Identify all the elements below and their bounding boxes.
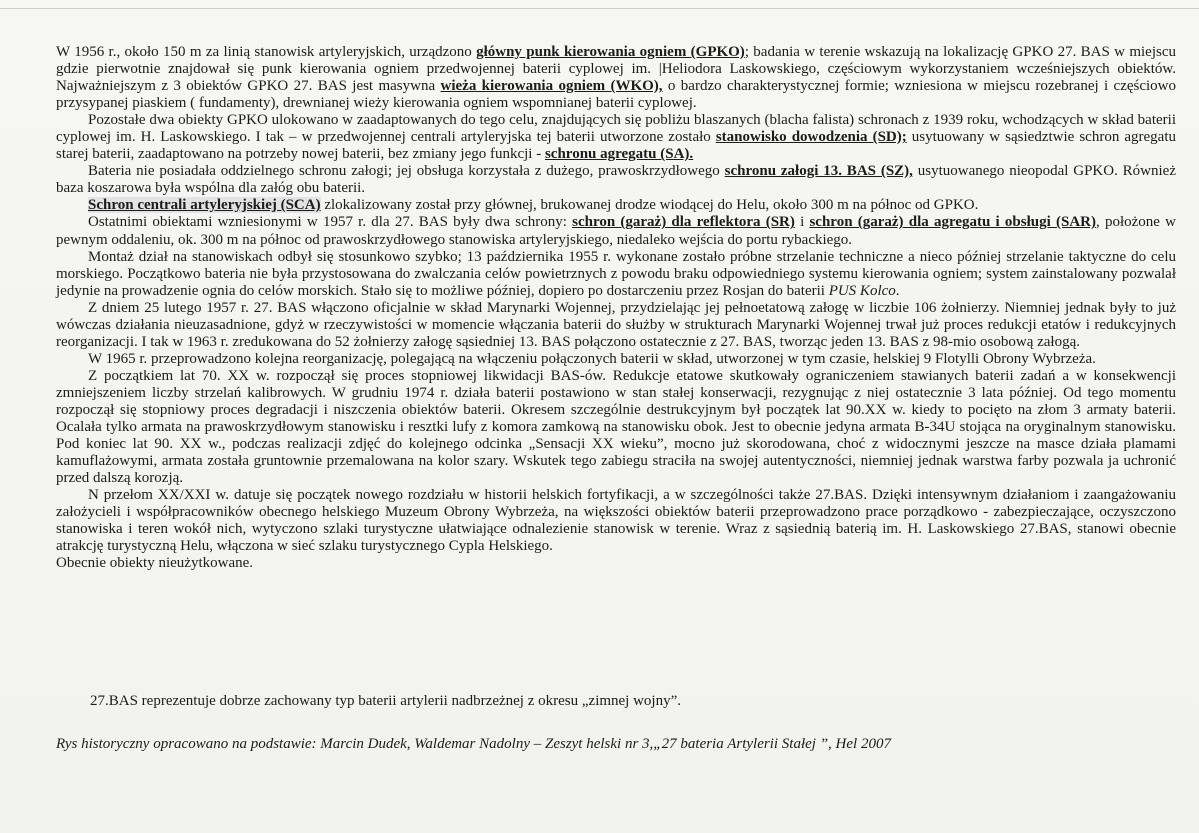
italic-term: PUS Kolco (828, 282, 896, 299)
paragraph-text: o bardzo charakterystycznej formie; wzniesiona w miejscu rozebranej i częściowo przysypanej piaskiem ( fundamenty), drewnianej wieży kierowania ogniem wspomnianej baterii cyplowej. (56, 78, 1177, 112)
emphasized-term: stanowisko dowodzenia (SD); (715, 129, 907, 146)
paragraph (56, 163, 1176, 197)
paragraph-text: Ostatnimi obiektami wzniesionymi w 1957 r. dla 27. BAS były dwa schrony: (88, 214, 573, 231)
paragraph (56, 487, 1176, 555)
paragraph-text: Obecnie obiekty nieużytkowane. (56, 555, 254, 572)
paragraph (56, 214, 1176, 248)
closing-note: 27.BAS reprezentuje dobrze zachowany typ baterii artylerii nadbrzeżnej z okresu „zimnej wojny”. (90, 693, 682, 709)
paragraph (56, 368, 1176, 487)
paragraph-text: Montaż dział na stanowiskach odbył się stosunkowo szybko; 13 października 1955 r. wykonane zostało próbne strzelanie techniczne a nieco później strzelanie taktyczne do celu morskiego. Początkowo bateria nie była przystosowana do zwalczania celów powietrznych z powodu braku odpowiedniego systemu kierowania ogniem; system zainstalowany pozwalał jedynie na prowadzenie ognia do celów morskich. Stało się to możliwe później, dopiero po dostarczeniu przez Rosjan do baterii (56, 248, 1176, 299)
paragraph-text: Pozostałe dwa obiekty GPKO ulokowano w zaadaptowanych do tego celu, znajdujących się pobliżu blaszanych (blacha falista) schronach z 1939 roku, wchodzących w skład baterii cyplowej im. H. Laskowskiego. I tak – w przedwojennej centrali artyleryjska tej baterii utworzone zostało (56, 112, 1176, 146)
paragraph (56, 112, 1176, 163)
paragraph-text: usytuowanego nieopodal GPKO. Również baza koszarowa była wspólna dla załóg obu baterii. (56, 163, 1176, 197)
emphasized-term: schronu załogi 13. BAS (SZ), (724, 163, 913, 180)
source-citation: Rys historyczny opracowano na podstawie: Marcin Dudek, Waldemar Nadolny – Zeszyt helski nr 3,„27 bateria Artylerii Stałej ”, Hel 2007 (56, 736, 891, 752)
emphasized-term: główny punk kierowania ogniem (GPKO) (476, 44, 745, 60)
paragraph-text: N przełom XX/XXI w. datuje się początek nowego rozdziału w historii helskich fortyfikacji, a w szczególności także 27.BAS. Dzięki intensywnym działaniom i zaangażowaniu założycieli i współpracowników obecnego helskiego Muzeum Obrony Wybrzeża, na większości obiektów baterii przeprowadzono prace porządkowo - zabezpieczające, oczyszczono stanowiska i teren wokół nich, wytyczono szlaki turystyczne ułatwiające odnalezienie stanowisk w terenie. Wraz z sąsiednią baterią im. H. Laskowskiego 27.BAS, stanowi obecnie atrakcję turystyczną Helu, włączona w sieć szlaku turystycznego Cypla Helskiego. (56, 487, 1176, 555)
emphasized-term: Schron centrali artyleryjskiej (SCA) (88, 197, 321, 214)
emphasized-term: schron (garaż) dla agregatu i obsługi (SAR) (809, 214, 1096, 231)
document-body (56, 44, 1176, 572)
paragraph-text: Z początkiem lat 70. XX w. rozpoczął się proces stopniowej likwidacji BAS-ów. Redukcje etatowe skutkowały ograniczeniem stawianych baterii zadań a w konsekwencji zmniejszeniem liczby strzelań kalibrowych. W grudniu 1974 r. działa baterii postawiono w stan stałej konserwacji, rezygnując z niej ostatecznie 3 lata później. Od tego momentu rozpoczął się stopniowy proces degradacji i niszczenia obiektów baterii. Okresem szczególnie destrukcyjnym był początek lat 90.XX w. kiedy to pocięto na złom 3 armaty baterii. Ocalała tylko armata na prawoskrzydłowym stanowisku i resztki lufy z komora zamkową na stanowisku obok. Jest to obecnie jedyna armata B-34U stojąca na oryginalnym stanowisku. Pod koniec lat 90. XX w., podczas realizacji zdjęć do kolejnego odcinka „Sensacji XX wieku”, mocno już skorodowana, choć z widocznymi jeszcze na masce działa plamami kamuflażowymi, armata została gruntownie przemalowana na kolor szary. Wskutek tego zabiegu straciła na swojej autentyczności, niemniej jednak warstwa farby pozwala ja uchronić przed dalszą korozją. (56, 367, 1176, 487)
emphasized-term: schron (garaż) dla reflektora (SR) (572, 214, 795, 231)
paragraph (56, 300, 1176, 351)
paragraph (56, 351, 1176, 368)
page-top-edge (0, 8, 1199, 9)
paragraph (56, 555, 1176, 572)
paragraph (56, 44, 1176, 112)
paragraph-text: ; badania w terenie wskazują na lokalizację GPKO 27. BAS w miejscu gdzie pierwotnie znajdował się punk kierowania ogniem przedwojennej baterii cyplowej im. |Heliodora Laskowskiego, częściowym wykorzystaniem wcześniejszych obiektów. Najważniejszym z 3 obiektów GPKO 27. BAS jest masywna (56, 44, 1176, 95)
paragraph-text: i (794, 214, 810, 231)
emphasized-term: wieża kierowania ogniem (WKO), (440, 78, 663, 95)
paragraph-text: W 1956 r., około 150 m za linią stanowisk artyleryjskich, urządzono (56, 44, 477, 60)
paragraph (56, 197, 1176, 214)
paragraph-text: Z dniem 25 lutego 1957 r. 27. BAS włączono oficjalnie w skład Marynarki Wojennej, przydzielając jej pełnoetatową załogę w liczbie 106 żołnierzy. Niemniej jednak były to już wówczas działania nieuzasadnione, gdyż w rzeczywistości w momencie włączania baterii do służby w strukturach Marynarki Wojennej trwał już proces redukcji etatów i redukcyjnych reorganizacji. I tak w 1963 r. zredukowana do 52 żołnierzy załogę sąsiedniej 13. BAS połączono ostatecznie z 27. BAS, tworząc jeden 13. BAS z 98-mio osobową załogą. (56, 299, 1176, 350)
paragraph-text: . (895, 282, 900, 299)
paragraph-text: Bateria nie posiadała oddzielnego schronu załogi; jej obsługa korzystała z dużego, prawoskrzydłowego (88, 163, 725, 180)
paragraph (56, 249, 1176, 300)
paragraph-text: zlokalizowany został przy głównej, brukowanej drodze wiodącej do Helu, około 300 m na północ od GPKO. (320, 197, 979, 214)
paragraph-text: , położone w pewnym oddaleniu, ok. 300 m na północ od prawoskrzydłowego stanowiska artyleryjskiego, niedaleko wejścia do portu rybackiego. (56, 214, 1176, 248)
paragraph-text: W 1965 r. przeprowadzono kolejna reorganizację, polegającą na włączeniu połączonych baterii w skład, utworzonej w tym czasie, helskiej 9 Flotylli Obrony Wybrzeża. (88, 350, 1096, 367)
emphasized-term: schronu agregatu (SA). (544, 146, 694, 163)
paragraph-text: usytuowany w sąsiedztwie schron agregatu starej baterii, zaadaptowano na potrzeby nowej baterii, bez zmiany jego funkcji - (56, 129, 1176, 163)
